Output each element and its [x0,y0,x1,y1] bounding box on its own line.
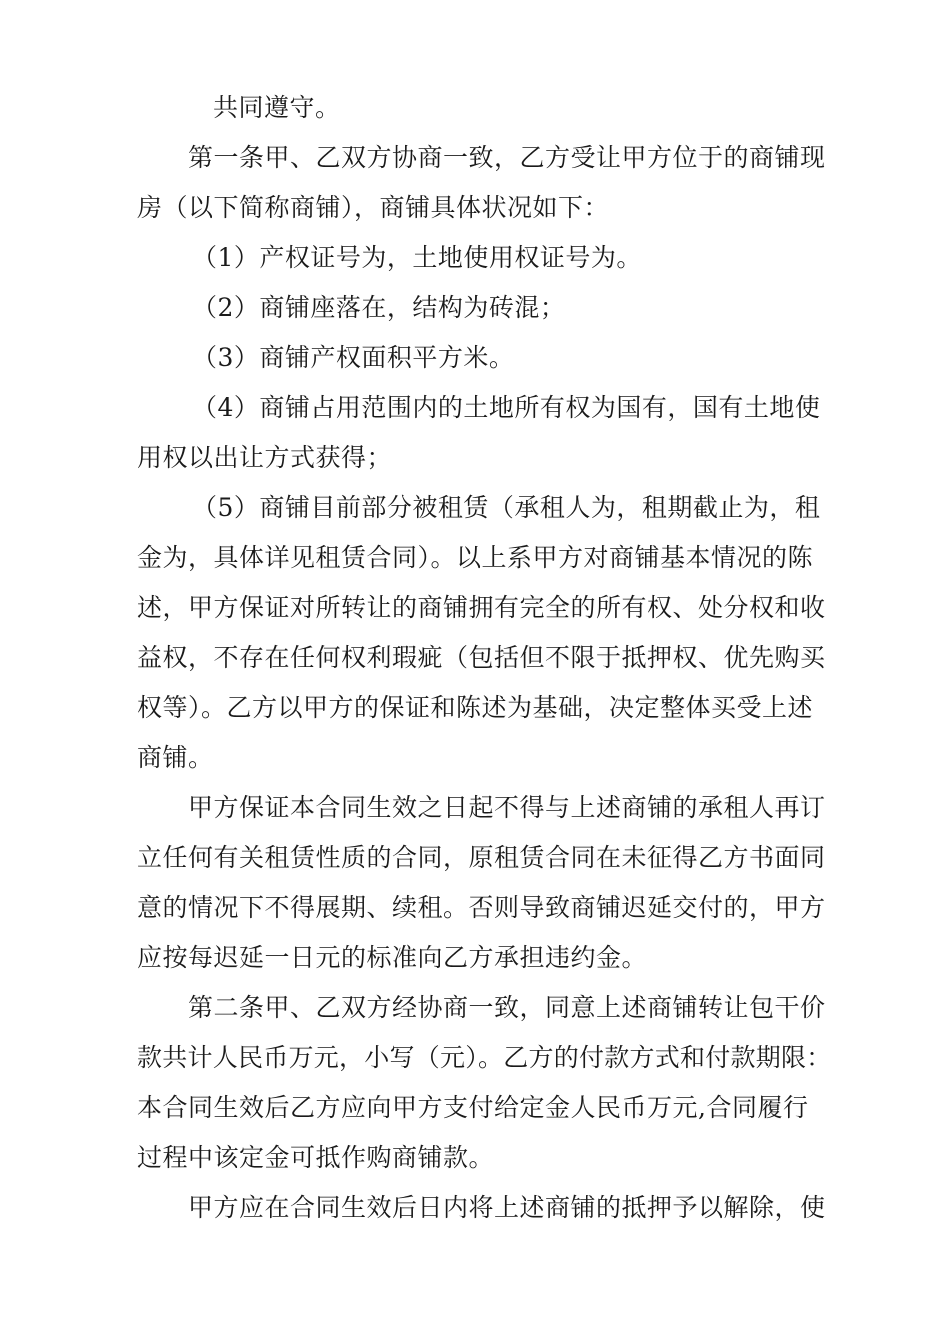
text-line: （5）商铺目前部分被租赁（承租人为，租期截止为，租 [192,493,821,522]
text-line: 共同遵守。 [213,93,341,122]
text-line: 应按每迟延一日元的标准向乙方承担违约金。 [137,943,648,972]
text-line: 用权以出让方式获得； [137,443,393,472]
text-line: 金为，具体详见租赁合同）。以上系甲方对商铺基本情况的陈 [137,543,814,572]
text-line: 益权，不存在任何权利瑕疵（包括但不限于抵押权、优先购买 [137,643,826,672]
text-line: 立任何有关租赁性质的合同，原租赁合同在未征得乙方书面同 [137,843,826,872]
text-line: 过程中该定金可抵作购商铺款。 [137,1143,495,1172]
text-line: 第一条甲、乙双方协商一致，乙方受让甲方位于的商铺现 [188,143,826,172]
text-line: 本合同生效后乙方应向甲方支付给定金人民币万元,合同履行 [137,1093,809,1122]
text-line: 意的情况下不得展期、续租。否则导致商铺迟延交付的，甲方 [137,893,826,922]
text-line: 甲方保证本合同生效之日起不得与上述商铺的承租人再订 [188,793,826,822]
text-line: （3）商铺产权面积平方米。 [192,343,515,372]
text-line: （4）商铺占用范围内的土地所有权为国有，国有土地使 [192,393,821,422]
text-line: 商铺。 [137,743,214,772]
text-line: （1）产权证号为，土地使用权证号为。 [192,243,642,272]
text-line: 甲方应在合同生效后日内将上述商铺的抵押予以解除，使 [188,1193,826,1222]
text-line: （2）商铺座落在，结构为砖混； [192,293,566,322]
text-line: 权等）。乙方以甲方的保证和陈述为基础，决定整体买受上述 [137,693,814,722]
text-line: 述，甲方保证对所转让的商铺拥有完全的所有权、处分权和收 [137,593,826,622]
text-line: 款共计人民币万元，小写（元）。乙方的付款方式和付款期限： [137,1043,832,1072]
text-line: 房（以下简称商铺），商铺具体状况如下： [137,193,610,222]
text-line: 第二条甲、乙双方经协商一致，同意上述商铺转让包干价 [188,993,826,1022]
